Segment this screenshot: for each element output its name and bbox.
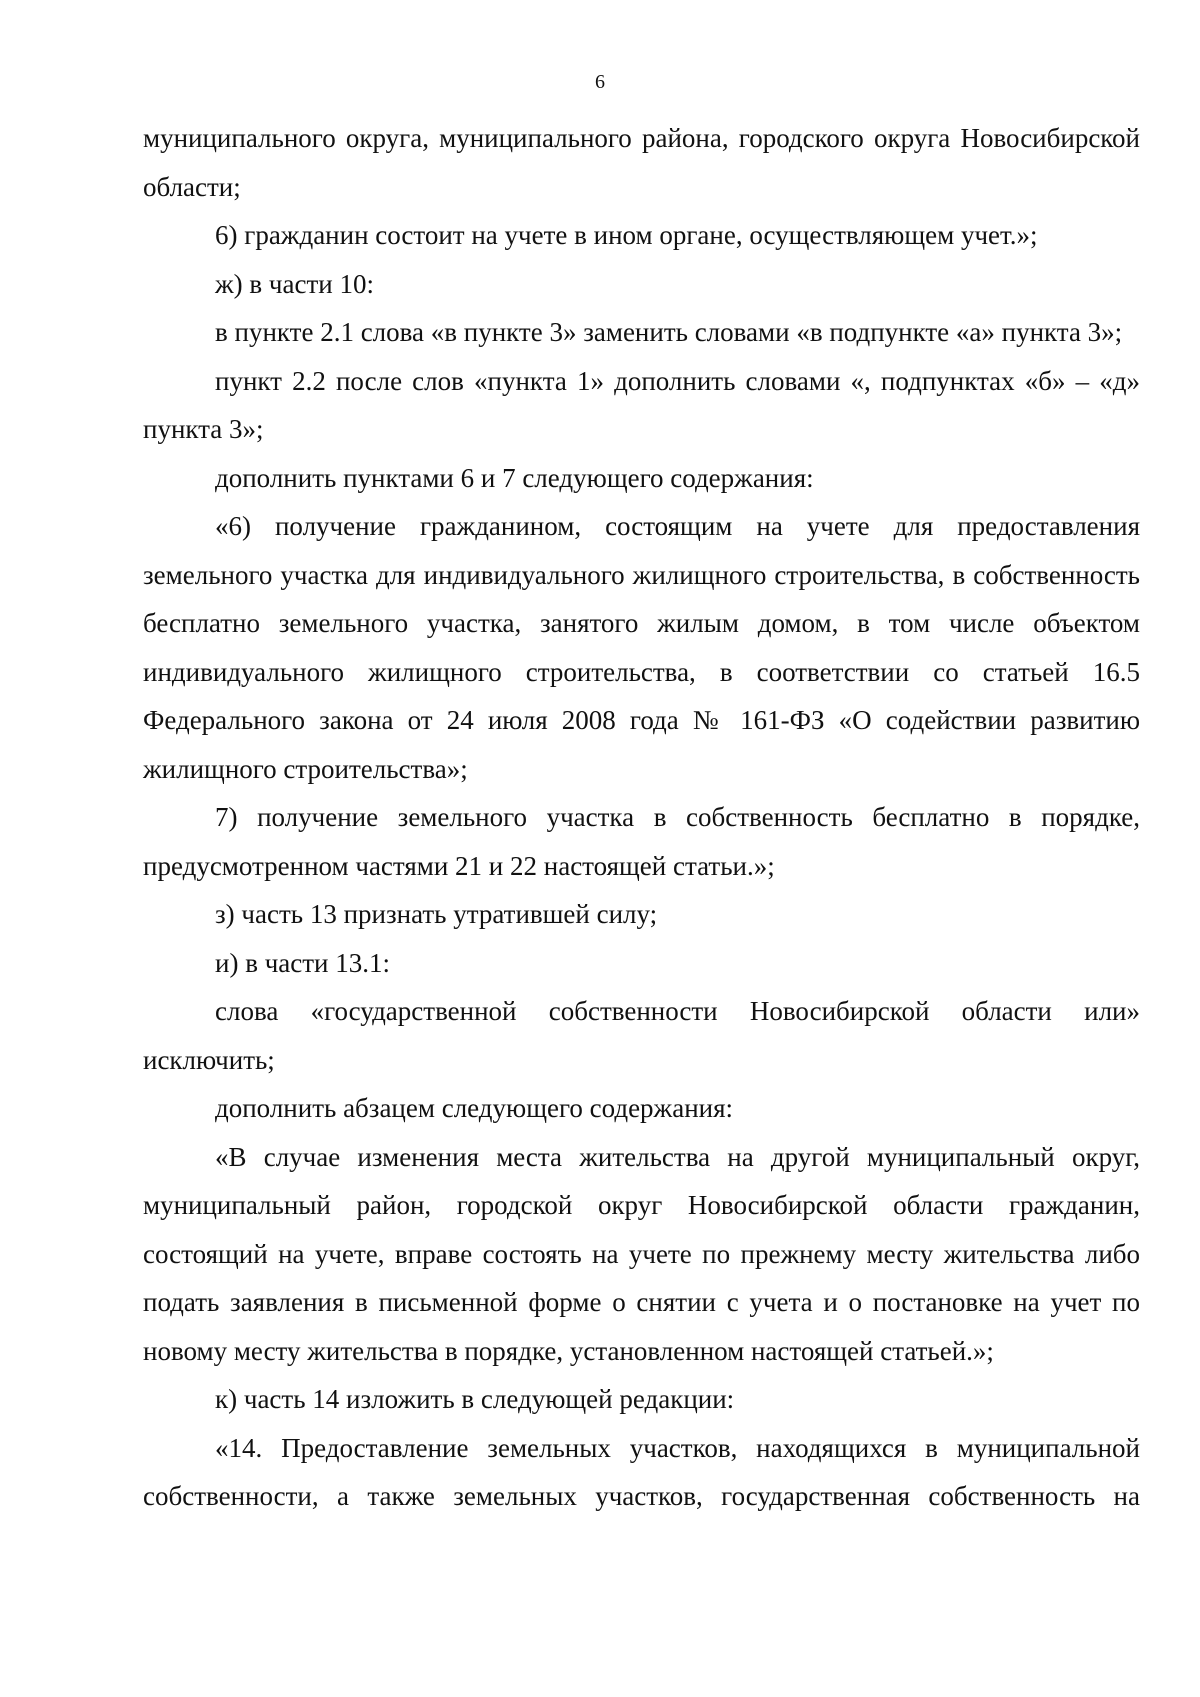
- paragraph-8: 7) получение земельного участка в собственность бесплатно в порядке, предусмотренном частями 21 и 22 настоящей статьи.»;: [143, 802, 1140, 881]
- paragraph-7: «6) получение гражданином, состоящим на учете для предоставления земельного участка для индивидуального жилищного строительства, в собственность бесплатно земельного участка, занятого жилым домом, в том числе объектом индивидуального жилищного строительства, в соответствии со статьей 16.5 Федерального закона от 24 июля 2008 года № 161-ФЗ «О содействии развитию жилищного строительства»;: [143, 511, 1140, 784]
- paragraph-13: «В случае изменения места жительства на другой муниципальный округ, муниципальный район, городской округ Новосибирской области гражданин, состоящий на учете, вправе состоять на учете по прежнему месту жительства либо подать заявления в письменной форме о снятии с учета и о постановке на учет по новому месту жительства в порядке, установленном настоящей статьей.»;: [143, 1141, 1140, 1366]
- paragraph-11: слова «государственной собственности Новосибирской области или» исключить;: [143, 996, 1140, 1075]
- paragraph-9: з) часть 13 признать утратившей силу;: [215, 899, 658, 929]
- paragraph-2: 6) гражданин состоит на учете в ином органе, осуществляющем учет.»;: [215, 220, 1038, 250]
- document-body: [143, 114, 1140, 1521]
- paragraph-12: дополнить абзацем следующего содержания:: [215, 1093, 734, 1123]
- paragraph-1: муниципального округа, муниципального района, городского округа Новосибирской области;: [143, 123, 1140, 202]
- paragraph-5: пункт 2.2 после слов «пункта 1» дополнить словами «, подпунктах «б» – «д» пункта 3»;: [143, 365, 1140, 444]
- page-number: 6: [595, 71, 605, 93]
- paragraph-14: к) часть 14 изложить в следующей редакции:: [215, 1384, 735, 1414]
- paragraph-10: и) в части 13.1:: [215, 947, 390, 978]
- paragraph-4: в пункте 2.1 слова «в пункте 3» заменить словами «в подпункте «а» пункта 3»;: [215, 317, 1123, 347]
- paragraph-3: ж) в части 10:: [215, 268, 374, 299]
- paragraph-6: дополнить пунктами 6 и 7 следующего содержания:: [215, 462, 814, 493]
- paragraph-15: «14. Предоставление земельных участков, находящихся в муниципальной собственности, а также земельных участков, государственная собственность на: [143, 1432, 1140, 1511]
